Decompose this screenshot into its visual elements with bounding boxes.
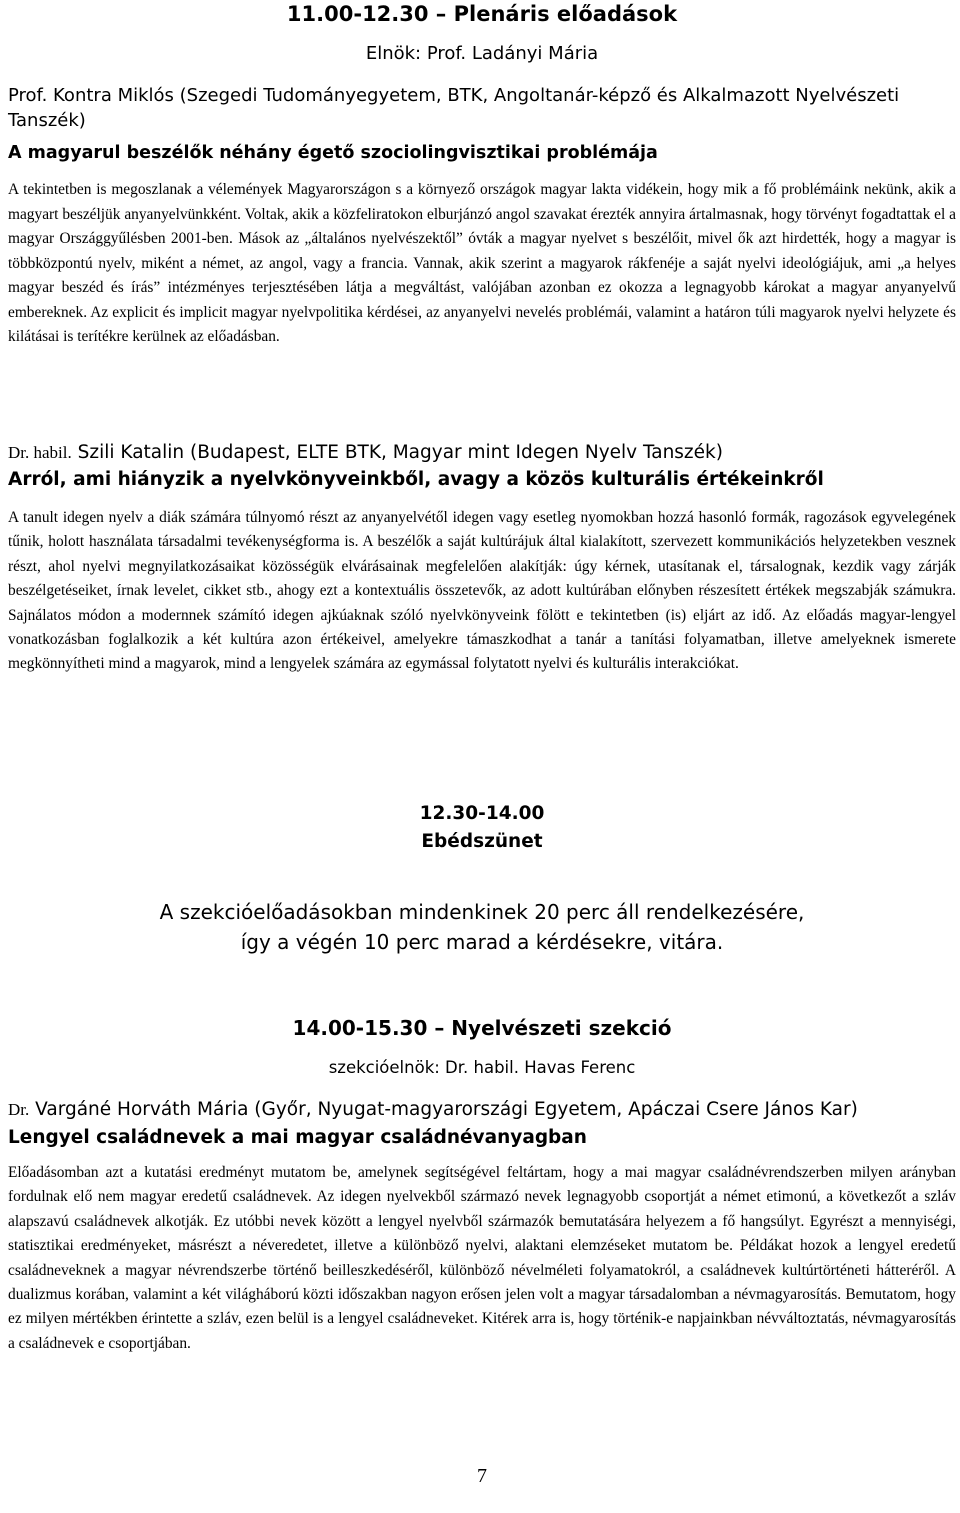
notice-line: így a végén 10 perc marad a kérdésekre, vitára. — [240, 930, 724, 954]
speaker-title-prefix: Dr. — [8, 1100, 30, 1119]
speaker-name: Vargáné Horváth Mária (Győr, Nyugat-magyarországi Egyetem, Apáczai Csere János Kar) — [35, 1099, 858, 1120]
page-number: 7 — [477, 1465, 487, 1487]
notice-line: A szekcióelőadásokban mindenkinek 20 perc áll rendelkezésére, — [159, 900, 805, 924]
talk-abstract: Előadásomban azt a kutatási eredményt mutatom be, amelynek segítségével feltártam, hogy a mai magyar családnévrendszerben milyen arányban fordulnak elő nem magyar eredetű családnevek. Az idegen nyelvekből származó nevek legnagyobb csoportját a német etimonú, a következőt a szláv alapszavú családnevek alkotják. Ez utóbbi nevek között a lengyel nyelvből származók bemutatására helyezem a fő hangsúlyt. Egyrészt a mennyiségi, statisztikai eredményeket, másrészt a néveredetet, illetve a különböző nyelvi, alaktani elemzéseket mutatom be. Példákat hozok a lengyel eredetű családneveknek a magyar névrendszerbe történő beilleszkedéséről, különböző névelméleti folyamatokról, a családnevek kultúrtörténeti hátteréről. A dualizmus korában, valamint a két világháború közti időszakban nagyon erősen jelen volt a magyar társadalomban a névmagyarosítás. Bemutatom, hogy ez milyen mértékben érintette a szláv, ezen belül is a lengyel családneveket. Kitérek arra is, hogy történik-e napjainkban névváltoztatás, névmagyarosítás a családnevek e csoportjában. — [8, 1164, 956, 1352]
session-chair: Elnök: Prof. Ladányi Mária — [365, 43, 599, 64]
speaker-affiliation: Prof. Kontra Miklós (Szegedi Tudományegyetem, BTK, Angoltanár-képző és Alkalmazott Nyelvészeti Tanszék) — [8, 85, 900, 131]
talk-title: Arról, ami hiányzik a nyelvkönyveinkből, avagy a közös kulturális értékeinkről — [8, 469, 824, 490]
speaker-affiliation — [8, 440, 956, 466]
time-limit-notice — [8, 897, 956, 957]
speaker-title-prefix: Dr. habil. — [8, 443, 72, 462]
section-title-linguistics: 14.00-15.30 – Nyelvészeti szekció — [292, 1016, 672, 1040]
talk-title: Lengyel családnevek a mai magyar családnévanyagban — [8, 1127, 587, 1148]
lunch-label: Ebédszünet — [421, 831, 543, 852]
session-chair: szekcióelnök: Dr. habil. Havas Ferenc — [328, 1058, 636, 1077]
talk-title: A magyarul beszélők néhány égető szociolingvisztikai problémája — [8, 143, 658, 163]
speaker-name: Szili Katalin (Budapest, ELTE BTK, Magyar mint Idegen Nyelv Tanszék) — [77, 442, 723, 463]
talk-abstract: A tanult idegen nyelv a diák számára túlnyomó részt az anyanyelvétől idegen vagy esetleg nyomokban hozzá hasonló formák, ragozások egyvelegének tűnik, holott használata társadalmi tevékenységforma is. A beszélők a saját kultúrájuk által kialakított, szervezett kommunikációs helyzetekben vesznek részt, ahol nyelvi megnyilatkozásaikat közösségük elvárásainak megfelelően alakítják: úgy kérnek, utasítanak el, társalognak, kezdik vagy zárják beszélgetéseiket, írnak levelet, cikket stb., ahogy ezt a kontextuális összetevők, az adott kultúrában előnyben részesített értékek megszabják számukra. Sajnálatos módon a modernnek számító idegen ajkúaknak szóló nyelvkönyveink fölött e tekintetben (is) eljárt az idő. Az előadás magyar-lengyel vonatkozásban foglalkozik a két kultúra azon értékeivel, amelyekre támaszkodhat a tanár a tanítási folyamatban, illetve amelyeknek ismerete megkönnyítheti mind a magyarok, mind a lengyelek számára az egymással folytatott nyelvi és kulturális interakciókat. — [8, 509, 956, 673]
lunch-time: 12.30-14.00 — [419, 803, 545, 824]
talk-abstract: A tekintetben is megoszlanak a vélemények Magyarországon s a környező országok magyar lakta vidékein, hogy mik a fő problémáink nekünk, akik a magyart beszéljük anyanyelvünkként. Voltak, akik a közfeliratokon elburjánzó angol szavakat érezték annyira ártalmasnak, hogy törvényt fogadtattak el a magyar Országgyűlésben 2001-ben. Mások az „általános nyelvészektől” óvták a magyar nyelvet s beszélőit, mivel ők azt hirdették, hogy a magyar is többközpontú nyelv, miként a német, az angol, vagy a francia. Vannak, akik szerint a magyarok rákfenéje a saját nyelvi ideológiájuk, ami „a helyes magyar beszéd és írás” intézményes terjesztésében látja a megváltást, valójában azonban ez okozza a legnagyobb károkat a magyar anyanyelvű embereknek. Az explicit és implicit magyar nyelvpolitika kérdései, az anyanyelvi nevelés problémái, valamint a határon túli magyarok nyelvi helyzete és kilátásai is terítékre kerülnek az előadásban. — [8, 181, 956, 345]
speaker-affiliation — [8, 1097, 956, 1123]
section-title-plenary: 11.00-12.30 – Plenáris előadások — [286, 2, 678, 26]
